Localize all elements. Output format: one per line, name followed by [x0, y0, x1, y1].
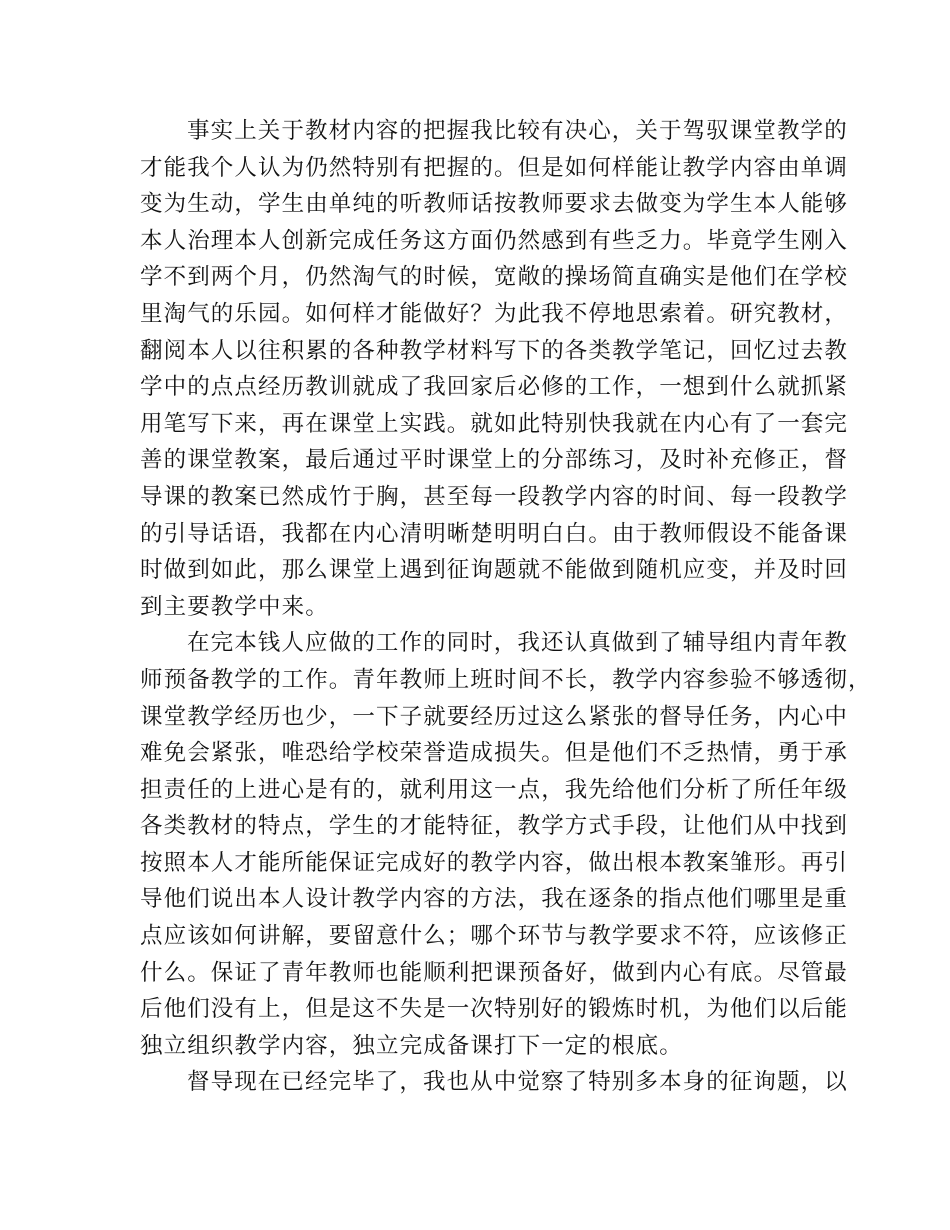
paragraph-2-line: 在完本钱人应做的工作的同时，我还认真做到了辅导组内青年教 — [187, 630, 848, 657]
paragraph-1-line: 才能我个人认为仍然特别有把握的。但是如何样能让教学内容由单调 — [140, 154, 849, 181]
paragraph-1-line: 时做到如此，那么课堂上遇到征询题就不能做到随机应变，并及时回 — [140, 557, 849, 584]
paragraph-2-line: 什么。保证了青年教师也能顺利把课预备好，做到内心有底。尽管最 — [140, 959, 849, 986]
paragraph-2-line: 点应该如何讲解，要留意什么；哪个环节与教学要求不符，应该修正 — [140, 923, 849, 950]
paragraph-1-line: 用笔写下来，再在课堂上实践。就如此特别快我就在内心有了一套完 — [140, 410, 849, 437]
body-text — [140, 113, 872, 1101]
paragraph-1-line: 翻阅本人以往积累的各种教学材料写下的各类教学笔记，回忆过去教 — [140, 337, 849, 364]
paragraph-2-line: 师预备教学的工作。青年教师上班时间不长，教学内容参验不够透彻， — [140, 666, 872, 693]
paragraph-1-line: 变为生动，学生由单纯的听教师话按教师要求去做变为学生本人能够 — [140, 191, 849, 218]
paragraph-1-line: 里淘气的乐园。如何样才能做好？为此我不停地思索着。研究教材， — [140, 300, 849, 327]
paragraph-1-line: 到主要教学中来。 — [140, 593, 329, 620]
paragraph-1-line: 学中的点点经历教训就成了我回家后必修的工作，一想到什么就抓紧 — [140, 374, 849, 401]
paragraph-1-line: 学不到两个月，仍然淘气的时候，宽敞的操场简直确实是他们在学校 — [140, 264, 849, 291]
paragraph-2-line: 难免会紧张，唯恐给学校荣誉造成损失。但是他们不乏热情，勇于承 — [140, 740, 849, 767]
paragraph-2-line: 担责任的上进心是有的，就利用这一点，我先给他们分析了所任年级 — [140, 776, 849, 803]
paragraph-1-line: 事实上关于教材内容的把握我比较有决心，关于驾驭课堂教学的 — [187, 118, 848, 144]
paragraph-2-line: 按照本人才能所能保证完成好的教学内容，做出根本教案雏形。再引 — [140, 849, 849, 876]
paragraph-1-line: 善的课堂教案，最后通过平时课堂上的分部练习，及时补充修正，督 — [140, 447, 849, 474]
paragraph-2-line: 独立组织教学内容，独立完成备课打下一定的根底。 — [140, 1032, 683, 1059]
paragraph-1-line: 的引导话语，我都在内心清明晰楚明明白白。由于教师假设不能备课 — [140, 520, 849, 547]
paragraph-3-line: 督导现在已经完毕了，我也从中觉察了特别多本身的征询题，以 — [187, 1069, 848, 1096]
paragraph-1-line: 导课的教案已然成竹于胸，甚至每一段教学内容的时间、每一段教学 — [140, 483, 849, 510]
paragraph-2-line: 课堂教学经历也少，一下子就要经历过这么紧张的督导任务，内心中 — [140, 703, 849, 730]
paragraph-2-line: 各类教材的特点，学生的才能特征，教学方式手段，让他们从中找到 — [140, 813, 849, 840]
paragraph-2-line: 后他们没有上，但是这不失是一次特别好的锻炼时机，为他们以后能 — [140, 996, 849, 1023]
paragraph-1-line: 本人治理本人创新完成任务这方面仍然感到有些乏力。毕竟学生刚入 — [140, 227, 849, 254]
paragraph-2-line: 导他们说出本人设计教学内容的方法，我在逐条的指点他们哪里是重 — [140, 886, 849, 913]
